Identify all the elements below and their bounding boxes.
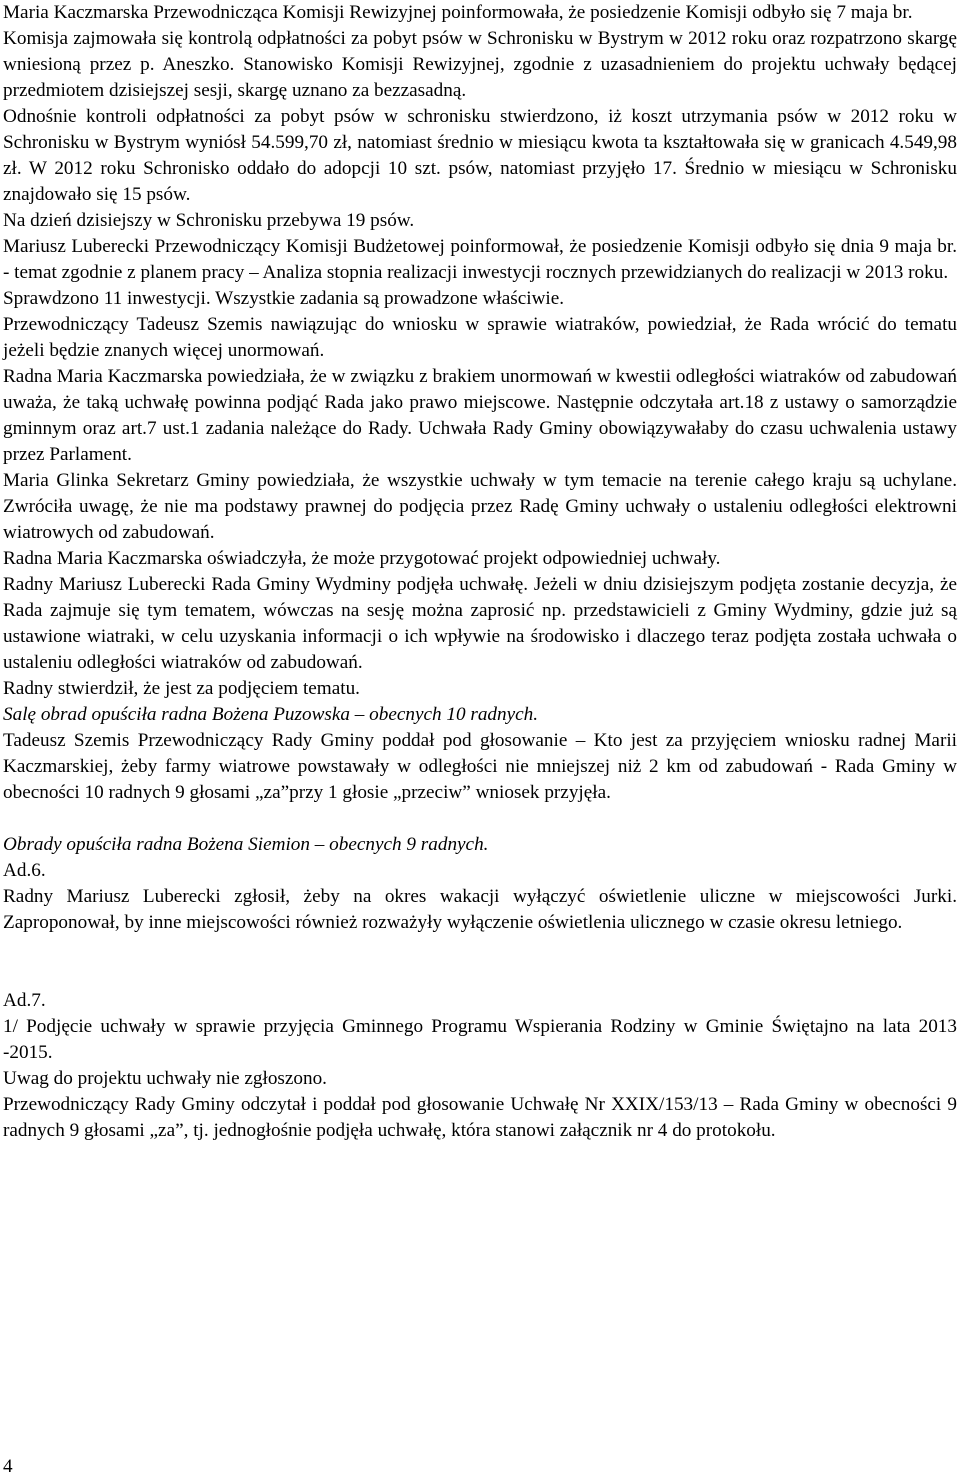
paragraph-glosowanie-wniosek: Tadeusz Szemis Przewodniczący Rady Gminy poddał pod głosowanie – Kto jest za przyjęciem wniosku radnej Marii Kaczmarskiej, żeby farmy wiatrowe powstawały w odległości nie mniejszej niż 2 km od zabudowań - Rada Gminy w obecności 10 radnych 9 głosami „za”przy 1 głosie „przeciw” wniosek przyjęła. <box>3 730 957 803</box>
paragraph-uwagi: Uwag do projektu uchwały nie zgłoszono. <box>3 1068 327 1089</box>
paragraph-wiatraki-projekt: Radna Maria Kaczmarska oświadczyła, że może przygotować projekt odpowiedniej uchwały. <box>3 548 721 569</box>
paragraph-uchwala-program: 1/ Podjęcie uchwały w sprawie przyjęcia Gminnego Programu Wspierania Rodziny w Gminie Świętajno na lata 2013 -2015. <box>3 1016 957 1063</box>
paragraph-oswietlenie: Radny Mariusz Luberecki zgłosił, żeby na okres wakacji wyłączyć oświetlenie uliczne w miejscowości Jurki. Zaproponował, by inne miejscowości również rozważyły wyłączenie oświetlenia ulicznego w czasie okresu letniego. <box>3 886 957 933</box>
paragraph-komisja-budzetowa: Mariusz Luberecki Przewodniczący Komisji Budżetowej poinformował, że posiedzenie Komisji odbyło się dnia 9 maja br. - temat zgodnie z planem pracy – Analiza stopnia realizacji inwestycji rocznych przewidzianych do realizacji w 2013 roku. <box>3 236 957 283</box>
paragraph-komisja-rewizyjna-intro: Maria Kaczmarska Przewodnicząca Komisji Rewizyjnej poinformowała, że posiedzenie Komisji odbyło się 7 maja br. <box>3 2 913 23</box>
paragraph-wiatraki-luberecki: Radny Mariusz Luberecki Rada Gminy Wydminy podjęła uchwałę. Jeżeli w dniu dzisiejszym podjęta zostanie decyzja, że Rada zajmuje się tym tematem, wówczas na sesję można zaprosić np. przedstawicieli z Gminy Wydminy, gdzie już są ustawione wiatraki, w celu uzyskania informacji o ich wpływie na środowisko i dlaczego teraz podjęta została uchwała o ustaleniu odległości wiatraków od zabudowań. <box>3 574 957 673</box>
paragraph-wiatraki-przewodniczacy: Przewodniczący Tadeusz Szemis nawiązując do wniosku w sprawie wiatraków, powiedział, że Rada wrócić do tematu jeżeli będzie znanych więcej unormowań. <box>3 314 957 361</box>
blank-lines <box>3 936 957 988</box>
paragraph-wiatraki-kaczmarska: Radna Maria Kaczmarska powiedziała, że w związku z brakiem unormowań w kwestii odległości wiatraków od zabudowań uważa, że taką uchwałę powinna podjąć Rada jako prawo miejscowe. Następnie odczytała art.18 z ustawy o samorządzie gminnym oraz art.7 ust.1 zadania należące do Rady. Uchwała Rady Gminy obowiązywałaby do czasu uchwalenia ustawy przez Parlament. <box>3 366 957 465</box>
paragraph-uchwala-glosowanie: Przewodniczący Rady Gminy odczytał i poddał pod głosowanie Uchwałę Nr XXIX/153/13 – Rada Gminy w obecności 9 radnych 9 głosami „za”, tj. jednogłośnie podjęła uchwałę, która stanowi załącznik nr 4 do protokołu. <box>3 1094 957 1141</box>
paragraph-komisja-rewizyjna-skarga: Komisja zajmowała się kontrolą odpłatności za pobyt psów w Schronisku w Bystrym w 2012 roku oraz rozpatrzono skargę wniesioną przez p. Aneszko. Stanowisko Komisji Rewizyjnej, zgodnie z uzasadnieniem do projektu uchwały będącej przedmiotem dzisiejszej sesji, skargę uznano za bezzasadną. <box>3 28 957 101</box>
paragraph-inwestycje: Sprawdzono 11 inwestycji. Wszystkie zadania są prowadzone właściwie. <box>3 288 565 309</box>
paragraph-puzowska-wyjscie: Salę obrad opuściła radna Bożena Puzowska – obecnych 10 radnych. <box>3 704 539 725</box>
paragraph-wiatraki-stwierdzenie: Radny stwierdził, że jest za podjęciem tematu. <box>3 678 360 699</box>
document-page <box>3 0 957 1144</box>
page-number: 4 <box>3 1456 13 1477</box>
heading-ad-7: Ad.7. <box>3 990 46 1011</box>
heading-ad-6: Ad.6. <box>3 860 46 881</box>
paragraph-schronisko-kontrola: Odnośnie kontroli odpłatności za pobyt psów w schronisku stwierdzono, iż koszt utrzymania psów w 2012 roku w Schronisku w Bystrym wyniósł 54.599,70 zł, natomiast średnio w miesiącu kwota ta kształtowała się w granicach 4.549,98 zł. W 2012 roku Schronisko oddało do adopcji 10 szt. psów, natomiast przyjęło 17. Średnio w miesiącu w Schronisku znajdowało się 15 psów. <box>3 106 957 205</box>
paragraph-wiatraki-sekretarz: Maria Glinka Sekretarz Gminy powiedziała, że wszystkie uchwały w tym temacie na terenie całego kraju są uchylane. Zwróciła uwagę, że nie ma podstawy prawnej do podjęcia przez Radę Gminy uchwały o ustaleniu odległości elektrowni wiatrowych od zabudowań. <box>3 470 957 543</box>
paragraph-schronisko-stan: Na dzień dzisiejszy w Schronisku przebywa 19 psów. <box>3 210 415 231</box>
blank-line <box>3 806 957 832</box>
paragraph-siemion-wyjscie: Obrady opuściła radna Bożena Siemion – obecnych 9 radnych. <box>3 834 489 855</box>
